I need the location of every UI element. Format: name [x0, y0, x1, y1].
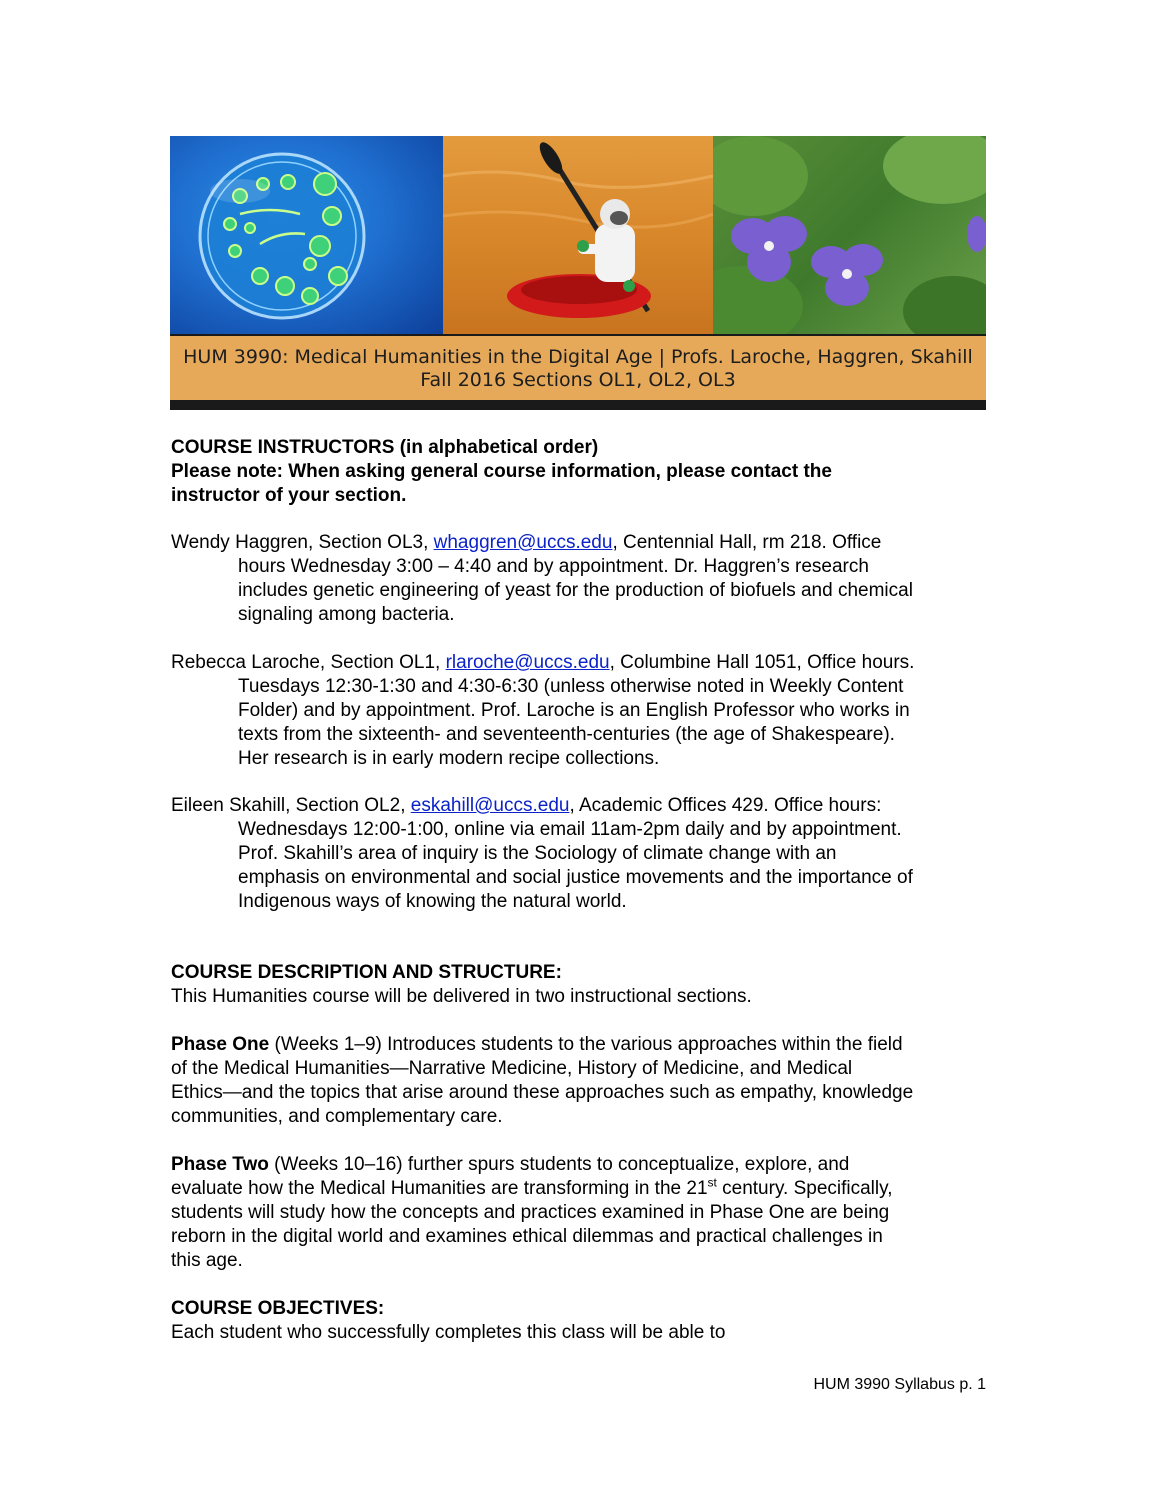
banner-photos [170, 136, 986, 334]
description-intro: This Humanities course will be delivered in two instructional sections. [171, 986, 752, 1007]
banner-title-line-1: HUM 3990: Medical Humanities in the Digital Age | Profs. Laroche, Haggren, Skahill [183, 346, 973, 368]
instructor-detail-line: Her research is in early modern recipe collections. [238, 748, 660, 769]
instructor-detail-line: Prof. Skahill’s area of inquiry is the Sociology of climate change with an [238, 843, 837, 864]
kayak-image [443, 136, 713, 334]
phase-one-label: Phase One [171, 1034, 270, 1055]
instructors-note-line-2: instructor of your section. [171, 485, 407, 506]
phase-one-line: of the Medical Humanities—Narrative Medicine, History of Medicine, and Medical [171, 1058, 853, 1079]
instructor-location: , Centennial Hall, rm 218. Office [612, 532, 882, 553]
phase-two-line: students will study how the concepts and practices examined in Phase One are being [171, 1202, 890, 1223]
instructor-name: Wendy Haggren, Section OL3, [171, 532, 434, 553]
phase-two-line: this age. [171, 1250, 243, 1271]
instructor-details [171, 675, 989, 771]
instructor-entry [171, 794, 989, 914]
instructor-name: Eileen Skahill, Section OL2, [171, 795, 411, 816]
phase-one-paragraph [171, 1033, 989, 1129]
instructor-name: Rebecca Laroche, Section OL1, [171, 652, 446, 673]
banner-bottom-bar [170, 400, 986, 410]
instructor-detail-line: Indigenous ways of knowing the natural world. [238, 891, 627, 912]
page-footer: HUM 3990 Syllabus p. 1 [813, 1376, 986, 1393]
instructor-detail-line: signaling among bacteria. [238, 604, 455, 625]
phase-one-line: (Weeks 1–9) Introduces students to the various approaches within the field [269, 1034, 903, 1055]
instructor-details [171, 555, 989, 627]
instructor-first-line [171, 531, 989, 555]
instructor-detail-line: texts from the sixteenth- and seventeenth-centuries (the age of Shakespeare). [238, 724, 895, 745]
instructor-entry [171, 651, 989, 771]
phase-two-text: century. Specifically, [716, 1178, 893, 1199]
superscript-st: st [707, 1175, 717, 1190]
instructor-detail-line: Folder) and by appointment. Prof. Laroche is an English Professor who works in [238, 700, 910, 721]
phase-one-line: communities, and complementary care. [171, 1106, 503, 1127]
petri-dish-image [170, 136, 443, 334]
instructor-email-link[interactable]: whaggren@uccs.edu [433, 532, 613, 553]
instructor-entry [171, 531, 989, 627]
description-section [171, 961, 989, 1009]
instructor-detail-line: includes genetic engineering of yeast for the production of biofuels and chemical [238, 580, 913, 601]
banner-title-line-2: Fall 2016 Sections OL1, OL2, OL3 [420, 369, 736, 391]
instructor-detail-line: Wednesdays 12:00-1:00, online via email 11am-2pm daily and by appointment. [238, 819, 902, 840]
instructor-details [171, 818, 989, 914]
objectives-section [171, 1297, 989, 1345]
instructor-location: , Academic Offices 429. Office hours: [569, 795, 882, 816]
phase-two-line: (Weeks 10–16) further spurs students to conceptualize, explore, and [268, 1154, 850, 1175]
instructor-first-line [171, 794, 989, 818]
instructor-email-link[interactable]: rlaroche@uccs.edu [445, 652, 610, 673]
violet-flowers-image [713, 136, 986, 334]
instructor-detail-line: emphasis on environmental and social justice movements and the importance of [238, 867, 913, 888]
objectives-intro: Each student who successfully completes this class will be able to [171, 1322, 726, 1343]
instructor-email-link[interactable]: eskahill@uccs.edu [410, 795, 570, 816]
instructor-location: , Columbine Hall 1051, Office hours. [609, 652, 915, 673]
description-heading: COURSE DESCRIPTION AND STRUCTURE: [171, 962, 562, 983]
instructor-detail-line: Tuesdays 12:30-1:30 and 4:30-6:30 (unless otherwise noted in Weekly Content [238, 676, 904, 697]
instructors-heading-block [171, 436, 989, 508]
instructors-note-line-1: Please note: When asking general course information, please contact the [171, 461, 832, 482]
phase-two-line [171, 1177, 989, 1201]
instructor-detail-line: hours Wednesday 3:00 – 4:40 and by appointment. Dr. Haggren’s research [238, 556, 869, 577]
phase-one-line: Ethics—and the topics that arise around these approaches such as empathy, knowledge [171, 1082, 914, 1103]
course-banner [170, 136, 986, 410]
instructor-first-line [171, 651, 989, 675]
phase-two-text: evaluate how the Medical Humanities are transforming in the 21 [171, 1178, 708, 1199]
phase-two-line: reborn in the digital world and examines ethical dilemmas and practical challenges in [171, 1226, 883, 1247]
phase-two-paragraph [171, 1153, 989, 1273]
objectives-heading: COURSE OBJECTIVES: [171, 1298, 385, 1319]
banner-title [170, 334, 986, 402]
instructors-heading: COURSE INSTRUCTORS (in alphabetical order) [171, 437, 599, 458]
phase-two-label: Phase Two [171, 1154, 269, 1175]
